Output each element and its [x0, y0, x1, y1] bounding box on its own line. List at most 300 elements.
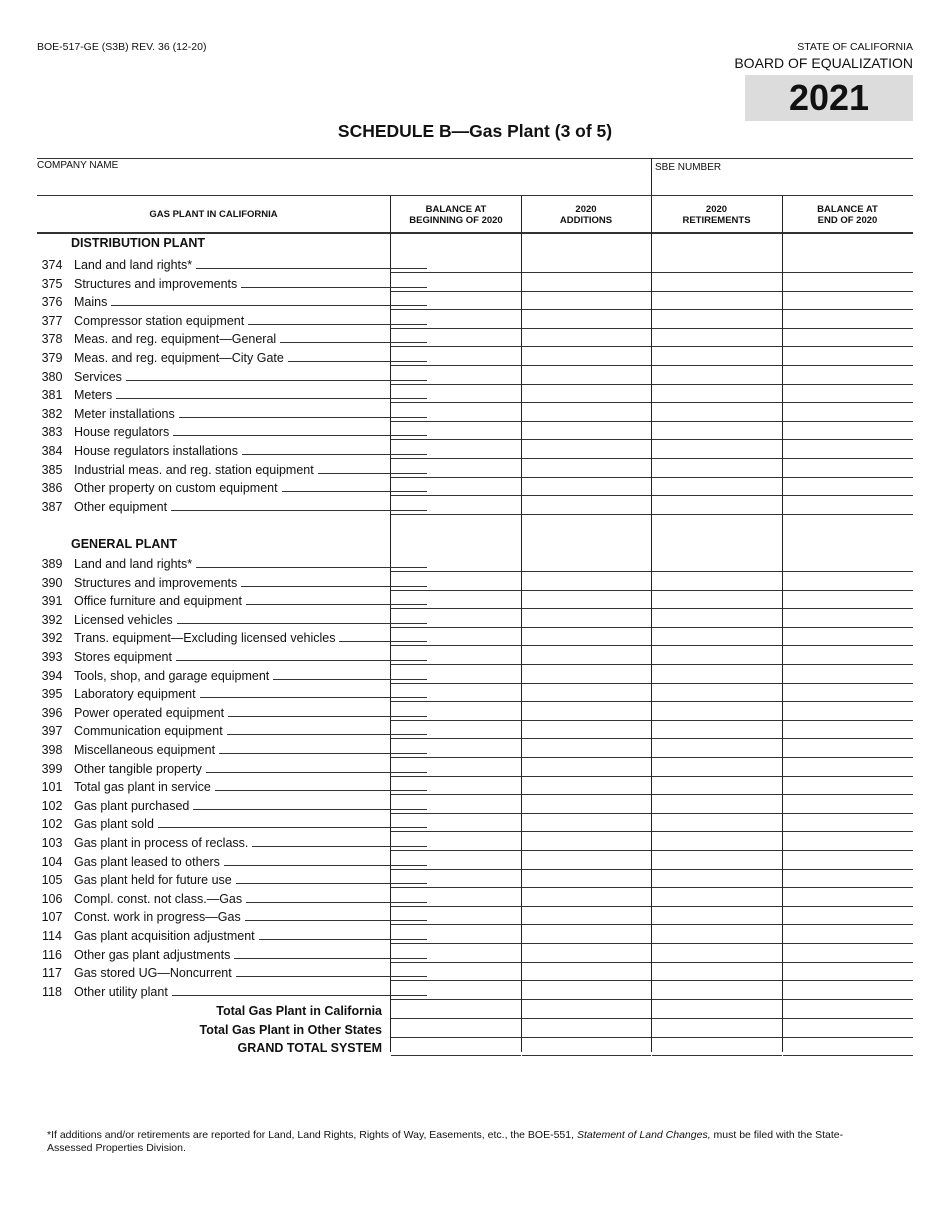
- amount-cell-col2[interactable]: [522, 1038, 651, 1056]
- amount-cell-col2[interactable]: [522, 889, 651, 907]
- col-header-retirements: [651, 204, 782, 226]
- amount-cell-col1[interactable]: [391, 740, 521, 758]
- table-row: [37, 759, 913, 777]
- account-label: Industrial meas. and reg. station equipment: [74, 462, 314, 477]
- amount-cell-col2[interactable]: [522, 441, 651, 459]
- amount-cell-col1[interactable]: [391, 255, 521, 273]
- account-description: [74, 985, 427, 999]
- table-row: [37, 311, 913, 329]
- amount-cell-col2[interactable]: [522, 684, 651, 702]
- amount-cell-col4[interactable]: [783, 963, 913, 981]
- amount-cell-col3[interactable]: [652, 367, 782, 385]
- amount-cell-col4[interactable]: [783, 367, 913, 385]
- amount-cell-col1[interactable]: [391, 926, 521, 944]
- amount-cell-col3[interactable]: [652, 945, 782, 963]
- account-number: 376: [41, 295, 63, 310]
- amount-cell-col3[interactable]: [652, 610, 782, 628]
- amount-cell-col3[interactable]: [652, 796, 782, 814]
- amount-cell-col4[interactable]: [783, 814, 913, 832]
- amount-cell-col4[interactable]: [783, 721, 913, 739]
- account-number: 379: [41, 351, 63, 365]
- amount-cell-col2[interactable]: [522, 963, 651, 981]
- amount-cell-col1[interactable]: [391, 348, 521, 366]
- amount-cell-col2[interactable]: [522, 329, 651, 347]
- table-row: [37, 497, 913, 515]
- amount-cell-col3[interactable]: [652, 907, 782, 925]
- amount-cell-col3[interactable]: [652, 441, 782, 459]
- amount-cell-col2[interactable]: [522, 833, 651, 851]
- amount-cell-col3[interactable]: [652, 721, 782, 739]
- amount-cell-col4[interactable]: [783, 647, 913, 665]
- amount-cell-col4[interactable]: [783, 777, 913, 795]
- amount-cell-col1[interactable]: [391, 777, 521, 795]
- amount-cell-col4[interactable]: [783, 274, 913, 292]
- amount-cell-col3[interactable]: [652, 982, 782, 1000]
- amount-cell-col1[interactable]: [391, 460, 521, 478]
- amount-cell-col1[interactable]: [391, 497, 521, 515]
- account-number: 116: [42, 947, 62, 962]
- table-row: [37, 926, 913, 944]
- account-description: [74, 295, 427, 309]
- account-number: 385: [41, 462, 63, 477]
- amount-cell-col2[interactable]: [522, 647, 651, 665]
- amount-cell-col4[interactable]: [783, 573, 913, 591]
- amount-cell-col1[interactable]: [391, 441, 521, 459]
- footnote-form-title: Statement of Land Changes,: [576, 1129, 711, 1141]
- amount-cell-col1[interactable]: [391, 759, 521, 777]
- amount-cell-col1[interactable]: [391, 889, 521, 907]
- account-description: [74, 910, 427, 924]
- amount-cell-col2[interactable]: [522, 1020, 651, 1038]
- section-distribution-plant: DISTRIBUTION PLANT: [71, 236, 206, 250]
- account-description: [74, 929, 427, 943]
- amount-cell-col3[interactable]: [652, 274, 782, 292]
- amount-cell-col1[interactable]: [391, 329, 521, 347]
- account-description: [74, 631, 427, 645]
- amount-cell-col3[interactable]: [652, 573, 782, 591]
- amount-cell-col4[interactable]: [783, 796, 913, 814]
- account-label: Gas plant held for future use: [74, 873, 232, 888]
- amount-cell-col2[interactable]: [522, 870, 651, 888]
- table-row: [37, 404, 913, 422]
- amount-cell-col2[interactable]: [522, 478, 651, 496]
- amount-cell-col3[interactable]: [652, 666, 782, 684]
- amount-cell-col3[interactable]: [652, 292, 782, 310]
- amount-cell-col1[interactable]: [391, 796, 521, 814]
- col-header-begin: [391, 204, 521, 226]
- account-description: [74, 762, 427, 776]
- board-label: BOARD OF EQUALIZATION: [734, 55, 913, 71]
- amount-cell-col4[interactable]: [783, 1001, 913, 1019]
- amount-cell-col1[interactable]: [391, 367, 521, 385]
- account-number: 394: [41, 668, 63, 683]
- account-label: Structures and improvements: [74, 575, 238, 590]
- amount-cell-col3[interactable]: [652, 628, 782, 646]
- amount-cell-col3[interactable]: [652, 870, 782, 888]
- account-number: 399: [41, 761, 63, 776]
- account-number: 392: [41, 631, 63, 646]
- account-description: [74, 613, 427, 627]
- account-label: Meters: [74, 388, 113, 403]
- amount-cell-col3[interactable]: [652, 255, 782, 273]
- account-number: 102: [41, 817, 63, 832]
- table-row: [37, 907, 913, 925]
- table-row: [37, 591, 913, 609]
- amount-cell-col1[interactable]: [391, 982, 521, 1000]
- account-number: 393: [41, 650, 63, 664]
- amount-cell-col1[interactable]: [391, 628, 521, 646]
- account-description: [74, 407, 427, 421]
- amount-cell-col3[interactable]: [652, 703, 782, 721]
- table-row: [37, 422, 913, 440]
- amount-cell-col4[interactable]: [783, 1038, 913, 1056]
- amount-cell-col4[interactable]: [783, 554, 913, 572]
- account-label: Gas stored UG—Noncurrent: [74, 966, 232, 981]
- amount-cell-col1[interactable]: [391, 573, 521, 591]
- account-number: 102: [41, 798, 63, 813]
- table-row: [37, 777, 913, 795]
- amount-cell-col2[interactable]: [522, 852, 651, 870]
- account-label: Office furniture and equipment: [74, 594, 242, 609]
- amount-cell-col1[interactable]: [391, 404, 521, 422]
- amount-cell-col1[interactable]: [391, 478, 521, 496]
- amount-cell-col4[interactable]: [783, 907, 913, 925]
- account-description: [74, 706, 427, 720]
- amount-cell-col2[interactable]: [522, 740, 651, 758]
- amount-cell-col2[interactable]: [522, 777, 651, 795]
- account-label: Structures and improvements: [74, 276, 238, 291]
- account-description: [74, 444, 427, 458]
- amount-cell-col2[interactable]: [522, 759, 651, 777]
- account-description: [74, 687, 427, 701]
- total-label: Total Gas Plant in California: [216, 1004, 382, 1018]
- account-description: [74, 948, 427, 962]
- account-description: [74, 576, 427, 590]
- account-description: [74, 669, 427, 683]
- col-header-end-l1: BALANCE AT: [817, 204, 878, 215]
- amount-cell-col1[interactable]: [391, 945, 521, 963]
- amount-cell-col4[interactable]: [783, 311, 913, 329]
- account-number: 118: [42, 984, 62, 999]
- amount-cell-col2[interactable]: [522, 982, 651, 1000]
- amount-cell-col1[interactable]: [391, 1001, 521, 1019]
- amount-cell-col4[interactable]: [783, 441, 913, 459]
- table-row: [37, 870, 913, 888]
- table-row: [37, 945, 913, 963]
- col-header-desc: GAS PLANT IN CALIFORNIA: [149, 209, 278, 220]
- amount-cell-col4[interactable]: [783, 684, 913, 702]
- amount-cell-col2[interactable]: [522, 311, 651, 329]
- amount-cell-col2[interactable]: [522, 628, 651, 646]
- account-label: Gas plant purchased: [74, 798, 190, 813]
- amount-cell-col4[interactable]: [783, 833, 913, 851]
- amount-cell-col3[interactable]: [652, 554, 782, 572]
- company-name-label: COMPANY NAME: [37, 160, 119, 171]
- amount-cell-col3[interactable]: [652, 1001, 782, 1019]
- account-label: Mains: [74, 295, 108, 310]
- table-row: [37, 684, 913, 702]
- amount-cell-col1[interactable]: [391, 1020, 521, 1038]
- table-row: [37, 460, 913, 478]
- amount-cell-col4[interactable]: [783, 329, 913, 347]
- total-label: GRAND TOTAL SYSTEM: [237, 1041, 382, 1056]
- amount-cell-col2[interactable]: [522, 497, 651, 515]
- table-row: [37, 628, 913, 646]
- amount-cell-col3[interactable]: [652, 889, 782, 907]
- amount-cell-col3[interactable]: [652, 478, 782, 496]
- account-number: 381: [41, 388, 63, 403]
- account-label: Gas plant in process of reclass.: [74, 836, 249, 850]
- amount-cell-col3[interactable]: [652, 926, 782, 944]
- col-header-retirements-l1: 2020: [705, 204, 728, 215]
- table-row: [37, 740, 913, 758]
- amount-cell-col2[interactable]: [522, 666, 651, 684]
- footnote-text-end: must be filed with the State-Assessed Properties Division.: [47, 1129, 844, 1154]
- amount-cell-col2[interactable]: [522, 274, 651, 292]
- table-row: [37, 478, 913, 496]
- account-label: Other utility plant: [74, 984, 168, 999]
- account-description: [74, 594, 427, 608]
- amount-cell-col3[interactable]: [652, 329, 782, 347]
- amount-cell-col3[interactable]: [652, 591, 782, 609]
- account-number: 384: [41, 444, 63, 458]
- amount-cell-col1[interactable]: [391, 422, 521, 440]
- account-number: 389: [41, 557, 63, 571]
- amount-cell-col4[interactable]: [783, 870, 913, 888]
- account-number: 395: [41, 687, 63, 702]
- amount-cell-col3[interactable]: [652, 684, 782, 702]
- account-label: Meas. and reg. equipment—City Gate: [74, 351, 284, 365]
- amount-cell-col2[interactable]: [522, 422, 651, 440]
- account-label: Trans. equipment—Excluding licensed vehicles: [74, 631, 336, 646]
- amount-cell-col4[interactable]: [783, 292, 913, 310]
- amount-cell-col4[interactable]: [783, 591, 913, 609]
- amount-cell-col1[interactable]: [391, 554, 521, 572]
- amount-cell-col4[interactable]: [783, 348, 913, 366]
- amount-cell-col2[interactable]: [522, 926, 651, 944]
- total-row: [37, 1038, 913, 1056]
- table-row: [37, 852, 913, 870]
- account-label: House regulators installations: [74, 444, 238, 458]
- amount-cell-col2[interactable]: [522, 907, 651, 925]
- amount-cell-col2[interactable]: [522, 703, 651, 721]
- amount-cell-col3[interactable]: [652, 814, 782, 832]
- amount-cell-col2[interactable]: [522, 554, 651, 572]
- amount-cell-col4[interactable]: [783, 404, 913, 422]
- amount-cell-col3[interactable]: [652, 1038, 782, 1056]
- amount-cell-col2[interactable]: [522, 348, 651, 366]
- account-number: 382: [41, 406, 63, 421]
- sbe-number-label: SBE NUMBER: [655, 162, 722, 173]
- account-description: [74, 724, 427, 738]
- account-description: [74, 873, 427, 887]
- amount-cell-col1[interactable]: [391, 833, 521, 851]
- amount-cell-col4[interactable]: [783, 926, 913, 944]
- amount-cell-col3[interactable]: [652, 833, 782, 851]
- amount-cell-col4[interactable]: [783, 889, 913, 907]
- amount-cell-col1[interactable]: [391, 666, 521, 684]
- account-description: [74, 351, 427, 365]
- table-row: [37, 647, 913, 665]
- leader-line: [177, 623, 427, 624]
- amount-cell-col1[interactable]: [391, 385, 521, 403]
- account-number: 107: [41, 910, 63, 925]
- amount-cell-col4[interactable]: [783, 982, 913, 1000]
- table-row: [37, 982, 913, 1000]
- amount-cell-col1[interactable]: [391, 852, 521, 870]
- table-row: [37, 385, 913, 403]
- amount-cell-col2[interactable]: [522, 610, 651, 628]
- amount-cell-col3[interactable]: [652, 777, 782, 795]
- amount-cell-col1[interactable]: [391, 907, 521, 925]
- amount-cell-col2[interactable]: [522, 404, 651, 422]
- amount-cell-col1[interactable]: [391, 311, 521, 329]
- amount-cell-col2[interactable]: [522, 591, 651, 609]
- total-row: [37, 1020, 913, 1038]
- amount-cell-col4[interactable]: [783, 759, 913, 777]
- leader-line: [173, 435, 427, 436]
- leader-line: [176, 660, 427, 661]
- amount-cell-col1[interactable]: [391, 1038, 521, 1056]
- account-description: [74, 817, 427, 831]
- amount-cell-col4[interactable]: [783, 610, 913, 628]
- amount-cell-col4[interactable]: [783, 1020, 913, 1038]
- account-number: 375: [41, 276, 63, 291]
- amount-cell-col3[interactable]: [652, 422, 782, 440]
- form-code: BOE-517-GE (S3B) REV. 36 (12-20): [37, 41, 207, 53]
- account-label: Miscellaneous equipment: [74, 743, 216, 757]
- sbe-divider: [651, 158, 652, 196]
- amount-cell-col2[interactable]: [522, 573, 651, 591]
- year-box: 2021: [745, 75, 913, 121]
- leader-line: [126, 380, 427, 381]
- amount-cell-col2[interactable]: [522, 814, 651, 832]
- account-description: [74, 892, 427, 906]
- amount-cell-col2[interactable]: [522, 945, 651, 963]
- amount-cell-col3[interactable]: [652, 647, 782, 665]
- amount-cell-col3[interactable]: [652, 1020, 782, 1038]
- account-label: Other tangible property: [74, 761, 202, 776]
- account-label: Licensed vehicles: [74, 612, 173, 627]
- amount-cell-col3[interactable]: [652, 404, 782, 422]
- amount-cell-col4[interactable]: [783, 460, 913, 478]
- account-label: Other gas plant adjustments: [74, 947, 231, 962]
- amount-cell-col1[interactable]: [391, 814, 521, 832]
- amount-cell-col4[interactable]: [783, 385, 913, 403]
- amount-cell-col3[interactable]: [652, 385, 782, 403]
- total-label: Total Gas Plant in Other States: [199, 1022, 382, 1037]
- account-description: [74, 780, 427, 794]
- amount-cell-col4[interactable]: [783, 666, 913, 684]
- account-label: Laboratory equipment: [74, 687, 196, 702]
- amount-cell-col2[interactable]: [522, 367, 651, 385]
- amount-cell-col3[interactable]: [652, 311, 782, 329]
- account-number: 103: [41, 836, 63, 850]
- table-row: [37, 796, 913, 814]
- amount-cell-col3[interactable]: [652, 740, 782, 758]
- amount-cell-col4[interactable]: [783, 740, 913, 758]
- account-description: [74, 258, 427, 272]
- account-description: [74, 314, 427, 328]
- amount-cell-col1[interactable]: [391, 591, 521, 609]
- amount-cell-col1[interactable]: [391, 870, 521, 888]
- account-label: Compl. const. not class.—Gas: [74, 891, 243, 906]
- amount-cell-col1[interactable]: [391, 721, 521, 739]
- amount-cell-col1[interactable]: [391, 963, 521, 981]
- amount-cell-col2[interactable]: [522, 1001, 651, 1019]
- amount-cell-col4[interactable]: [783, 628, 913, 646]
- account-description: [74, 463, 427, 477]
- amount-cell-col1[interactable]: [391, 703, 521, 721]
- amount-cell-col3[interactable]: [652, 497, 782, 515]
- account-number: 383: [41, 425, 63, 440]
- account-number: 114: [42, 929, 62, 943]
- account-description: [74, 799, 427, 813]
- amount-cell-col2[interactable]: [522, 255, 651, 273]
- amount-cell-col2[interactable]: [522, 796, 651, 814]
- col-header-begin-l2: BEGINNING OF 2020: [409, 215, 503, 226]
- amount-cell-col2[interactable]: [522, 292, 651, 310]
- table-row: [37, 441, 913, 459]
- col-header-end-l2: END OF 2020: [817, 215, 878, 226]
- account-number: 374: [41, 258, 63, 272]
- account-label: House regulators: [74, 425, 170, 440]
- account-label: Communication equipment: [74, 724, 223, 739]
- amount-cell-col4[interactable]: [783, 497, 913, 515]
- account-label: Services: [74, 369, 122, 384]
- amount-cell-col3[interactable]: [652, 963, 782, 981]
- account-label: Meter installations: [74, 406, 175, 421]
- amount-cell-col3[interactable]: [652, 460, 782, 478]
- amount-cell-col4[interactable]: [783, 478, 913, 496]
- amount-cell-col1[interactable]: [391, 647, 521, 665]
- table-row: [37, 610, 913, 628]
- amount-cell-col4[interactable]: [783, 703, 913, 721]
- amount-cell-col4[interactable]: [783, 852, 913, 870]
- amount-cell-col4[interactable]: [783, 422, 913, 440]
- amount-cell-col2[interactable]: [522, 385, 651, 403]
- account-description: [74, 277, 427, 291]
- leader-line: [172, 995, 427, 996]
- table-row: [37, 889, 913, 907]
- amount-cell-col1[interactable]: [391, 274, 521, 292]
- amount-cell-col1[interactable]: [391, 292, 521, 310]
- account-description: [74, 370, 427, 384]
- account-number: 378: [41, 332, 63, 347]
- table-row: [37, 329, 913, 347]
- account-number: 117: [42, 966, 62, 981]
- amount-cell-col1[interactable]: [391, 610, 521, 628]
- amount-cell-col4[interactable]: [783, 945, 913, 963]
- table-row: [37, 348, 913, 366]
- amount-cell-col1[interactable]: [391, 684, 521, 702]
- amount-cell-col4[interactable]: [783, 255, 913, 273]
- amount-cell-col2[interactable]: [522, 721, 651, 739]
- account-number: 105: [41, 873, 63, 888]
- total-row: [37, 1001, 913, 1019]
- amount-cell-col2[interactable]: [522, 460, 651, 478]
- amount-cell-col3[interactable]: [652, 852, 782, 870]
- table-row: [37, 703, 913, 721]
- col-header-begin-l1: BALANCE AT: [425, 204, 487, 215]
- table-row: [37, 814, 913, 832]
- amount-cell-col3[interactable]: [652, 759, 782, 777]
- account-label: Stores equipment: [74, 650, 172, 664]
- amount-cell-col3[interactable]: [652, 348, 782, 366]
- account-label: Tools, shop, and garage equipment: [74, 668, 270, 683]
- account-description: [74, 425, 427, 439]
- col-header-retirements-l2: RETIREMENTS: [682, 215, 751, 226]
